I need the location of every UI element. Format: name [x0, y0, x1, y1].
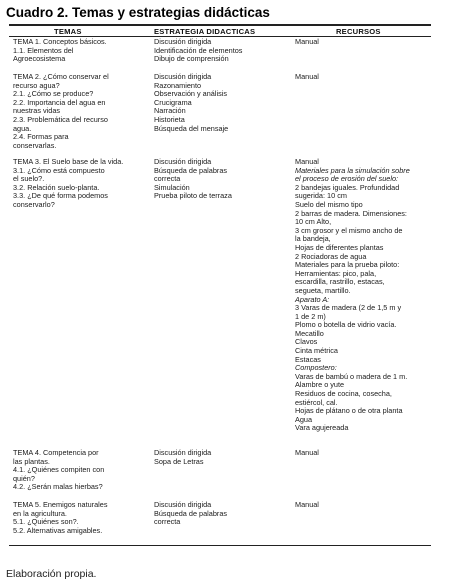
cell-line: TEMA 3. El Suelo base de la vida.	[13, 157, 124, 166]
table-caption: Cuadro 2. Temas y estrategias didácticas	[6, 5, 270, 20]
temas-cell	[13, 158, 135, 210]
cell-line: Estacas	[295, 354, 321, 364]
cell-line: 3.2. Relación suelo-planta.	[13, 182, 100, 192]
cell-line: Alambre o yute	[295, 380, 345, 390]
recursos-cell	[295, 158, 435, 433]
cell-line: Suelo del mismo tipo	[295, 199, 363, 209]
estrategias-cell	[154, 158, 282, 201]
cell-line: Agroecosistema	[13, 54, 66, 64]
cell-line: Materiales para la simulación sobre	[295, 165, 410, 175]
cell-line: Discusión dirigida	[154, 157, 212, 166]
recursos-cell	[295, 73, 435, 82]
cell-line: conservarlo?	[13, 199, 55, 209]
cell-line: 2 bandejas iguales. Profundidad	[295, 182, 400, 192]
cell-line: el proceso de erosión del suelo:	[295, 174, 399, 184]
cell-line: Materiales para la prueba piloto:	[295, 260, 400, 270]
cell-line: Agua	[295, 414, 313, 424]
cell-line: Plomo o botella de vidrio vacía.	[295, 320, 397, 330]
temas-cell	[13, 38, 135, 64]
cell-line: Discusión dirigida	[154, 37, 212, 46]
cell-line: Búsqueda de palabras	[154, 508, 228, 518]
cell-line: 2.1. ¿Cómo se produce?	[13, 89, 94, 99]
cell-line: sugerida: 10 cm	[295, 191, 347, 201]
cell-line: 5.1. ¿Quiénes son?.	[13, 517, 79, 527]
cell-line: escardilla, rastrillo, estacas,	[295, 277, 385, 287]
cell-line: 1.1. Elementos del	[13, 45, 74, 55]
estrategias-cell	[154, 501, 282, 527]
cell-line: en la agricultura.	[13, 508, 67, 518]
cell-line: 2.2. Importancia del agua en	[13, 97, 106, 107]
temas-cell	[13, 501, 135, 535]
table-bottom-rule	[9, 545, 431, 546]
recursos-cell	[295, 449, 435, 458]
cell-line: Manual	[295, 72, 319, 81]
source-note: Elaboración propia.	[6, 568, 97, 580]
cell-line: Discusión dirigida	[154, 448, 212, 457]
cell-line: TEMA 1. Conceptos básicos.	[13, 37, 107, 46]
header-recursos: RECURSOS	[336, 27, 381, 36]
cell-line: TEMA 4. Competencia por	[13, 448, 99, 457]
recursos-cell	[295, 501, 435, 510]
cell-line: Discusión dirigida	[154, 72, 212, 81]
cell-line: TEMA 5. Enemigos naturales	[13, 500, 108, 509]
cell-line: Varas de bambú o madera de 1 m.	[295, 371, 408, 381]
cell-line: Vara agujereada	[295, 423, 349, 433]
cell-line: recurso agua?	[13, 80, 60, 90]
cell-line: Observación y análisis	[154, 89, 228, 99]
cell-line: 2 barras de madera. Dimensiones:	[295, 208, 407, 218]
cell-line: 4.2. ¿Serán malas hierbas?	[13, 482, 103, 492]
cell-line: Manual	[295, 157, 319, 166]
cell-line: correcta	[154, 174, 181, 184]
cell-line: 3 cm grosor y el mismo ancho de	[295, 225, 403, 235]
cell-line: Hojas de plátano o de otra planta	[295, 406, 403, 416]
cell-line: Manual	[295, 448, 319, 457]
cell-line: Cinta métrica	[295, 346, 338, 356]
cell-line: Historieta	[154, 114, 185, 124]
cell-line: Aparato A:	[295, 294, 330, 304]
cell-line: Razonamiento	[154, 80, 202, 90]
cell-line: 3 Varas de madera (2 de 1,5 m y	[295, 303, 402, 313]
cell-line: correcta	[154, 517, 181, 527]
cell-line: Sopa de Letras	[154, 456, 204, 466]
header-estrategia: ESTRATEGIA DIDACTICAS	[154, 27, 256, 36]
cell-line: Crucigrama	[154, 97, 192, 107]
cell-line: 10 cm Alto,	[295, 217, 332, 227]
recursos-cell	[295, 38, 435, 47]
estrategias-cell	[154, 38, 282, 64]
cell-line: nuestras vidas	[13, 106, 61, 116]
cell-line: Mecatillo	[295, 328, 324, 338]
cell-line: 5.2. Alternativas amigables.	[13, 525, 103, 535]
cell-line: Dibujo de comprensión	[154, 54, 229, 64]
cell-line: segueta, martillo.	[295, 285, 351, 295]
cell-line: Identificación de elementos	[154, 45, 243, 55]
cell-line: Herramientas: pico, pala,	[295, 268, 377, 278]
cell-line: Hojas de diferentes plantas	[295, 242, 384, 252]
cell-line: 2.3. Problemática del recurso	[13, 114, 108, 124]
cell-line: 3.1. ¿Cómo está compuesto	[13, 165, 105, 175]
cell-line: Narración	[154, 106, 186, 116]
cell-line: 3.3. ¿De qué forma podemos	[13, 191, 108, 201]
cell-line: Compostero:	[295, 363, 337, 373]
header-temas: TEMAS	[54, 27, 82, 36]
cell-line: Manual	[295, 500, 319, 509]
cell-line: Manual	[295, 37, 319, 46]
cell-line: Discusión dirigida	[154, 500, 212, 509]
temas-cell	[13, 449, 135, 492]
cell-line: estiércol, cal.	[295, 397, 338, 407]
cell-line: conservarlas.	[13, 140, 57, 150]
cell-line: 1 de 2 m)	[295, 311, 326, 321]
cell-line: Simulación	[154, 182, 190, 192]
temas-cell	[13, 73, 135, 150]
cell-line: las plantas.	[13, 456, 50, 466]
estrategias-cell	[154, 73, 282, 133]
cell-line: 2 Rociadoras de agua	[295, 251, 367, 261]
cell-line: Residuos de cocina, cosecha,	[295, 389, 392, 399]
cell-line: TEMA 2. ¿Cómo conservar el	[13, 72, 109, 81]
cell-line: el suelo?.	[13, 174, 45, 184]
cell-line: Clavos	[295, 337, 318, 347]
cell-line: la bandeja,	[295, 234, 331, 244]
cell-line: 2.4. Formas para	[13, 132, 69, 142]
cell-line: Búsqueda de palabras	[154, 165, 228, 175]
cell-line: Búsqueda del mensaje	[154, 123, 229, 133]
cell-line: Prueba piloto de terraza	[154, 191, 232, 201]
cell-line: 4.1. ¿Quiénes compiten con	[13, 465, 105, 475]
cell-line: quién?	[13, 473, 35, 483]
cell-line: agua.	[13, 123, 32, 133]
table-top-rule	[9, 24, 431, 26]
estrategias-cell	[154, 449, 282, 466]
